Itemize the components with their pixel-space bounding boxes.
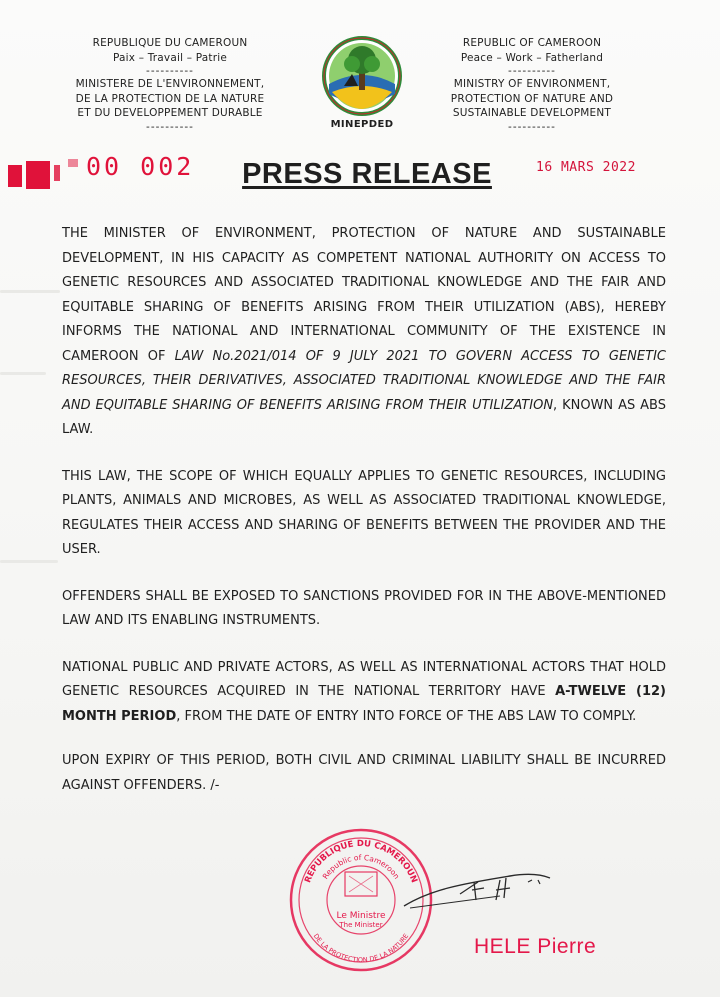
paragraph-1-end: , KNOWN AS ABS LAW. [62, 397, 666, 437]
scan-mark [0, 290, 60, 293]
paragraph-1-intro: THE MINISTER OF ENVIRONMENT, PROTECTION OF NATURE AND SUSTAINABLE DEVELOPMENT, IN HIS CAPACITY AS COMPETENT NATIONAL AUTHORITY ON ACCESS TO GENETIC RESOURCES AND ASSOCIATED TRADITIONAL KNOWLEDGE AND THE FAIR AND EQUITABLE SHARING OF BENEFITS ARISING FROM THEIR UTILIZATION (ABS), HEREBY INFORMS THE NATIONAL AND INTERNATIONAL COMMUNITY OF THE EXISTENCE IN CAMEROON OF [62, 226, 666, 364]
paragraph-1 [62, 222, 666, 443]
header-divider: ---------- [146, 120, 194, 133]
ministry-line-1-en: MINISTRY OF ENVIRONMENT, [453, 78, 611, 90]
logo-caption: MINEPDED [330, 119, 394, 130]
header-divider: ---------- [508, 65, 556, 77]
scan-mark [0, 560, 58, 563]
paragraph-2: THIS LAW, THE SCOPE OF WHICH EQUALLY APPLIES TO GENETIC RESOURCES, INCLUDING PLANTS, ANIMALS AND MICROBES, AS WELL AS ASSOCIATED TRADITIONAL KNOWLEDGE, REGULATES THEIR ACCESS AND SHARING OF BENEFITS BETWEEN THE PROVIDER AND THE USER. [62, 468, 666, 557]
stamp-outer-top-text: REPUBLIQUE DU CAMEROUN [303, 838, 419, 885]
scan-mark [0, 372, 46, 375]
stamp-center-en: The Minister [339, 921, 383, 929]
header-divider: ---------- [508, 120, 556, 133]
paragraph-4 [62, 656, 666, 730]
paragraph-4-end: , FROM THE DATE OF ENTRY INTO FORCE OF THE ABS LAW TO COMPLY. [176, 708, 637, 724]
paragraph-5: UPON EXPIRY OF THIS PERIOD, BOTH CIVIL AND CRIMINAL LIABILITY SHALL BE INCURRED AGAINST OFFENDERS. /- [62, 753, 666, 793]
law-title: LAW No.2021/014 OF 9 JULY 2021 TO GOVERN ACCESS TO GENETIC RESOURCES, THEIR DERIVATIVES, ASSOCIATED TRADITIONAL KNOWLEDGE AND THE FAIR AND EQUITABLE SHARING OF BENEFITS ARISING FROM THEIR UTILIZATION [62, 348, 666, 413]
ministry-line-1-fr: MINISTERE DE L'ENVIRONNEMENT, [75, 78, 265, 90]
compliance-period: A-TWELVE (12) MONTH PERIOD [62, 684, 666, 724]
ministry-line-3-en: SUSTAINABLE DEVELOPMENT [452, 107, 612, 119]
reference-number-stamp: 00 002 [86, 152, 195, 181]
svg-text:DE LA PROTECTION DE LA NATURE [312, 932, 411, 964]
signatory-name: HELE Pierre [474, 935, 597, 958]
paragraph-3: OFFENDERS SHALL BE EXPOSED TO SANCTIONS PROVIDED FOR IN THE ABOVE-MENTIONED LAW AND ITS ENABLING INSTRUMENTS. [62, 588, 666, 628]
page-title: PRESS RELEASE [242, 158, 492, 190]
header-divider: ---------- [146, 65, 194, 77]
ministry-line-2-fr: DE LA PROTECTION DE LA NATURE [75, 92, 265, 105]
republic-name-fr: REPUBLIQUE DU CAMEROUN [92, 37, 248, 49]
date-stamp: 16 MARS 2022 [536, 160, 636, 175]
paragraph-4-intro: NATIONAL PUBLIC AND PRIVATE ACTORS, AS WELL AS INTERNATIONAL ACTORS THAT HOLD GENETIC RESOURCES ACQUIRED IN THE NATIONAL TERRITORY HAVE [62, 659, 666, 699]
motto-en: Peace – Work – Fatherland [460, 51, 604, 64]
header-left-french [60, 36, 280, 133]
header-right-english [432, 36, 632, 133]
motto-fr: Paix – Travail – Patrie [112, 51, 228, 64]
republic-name-en: REPUBLIC OF CAMEROON [462, 37, 602, 49]
stamp-inner-top-text: Republic of Cameroon [320, 852, 402, 881]
ministry-line-3-fr: ET DU DEVELOPPEMENT DURABLE [77, 107, 263, 119]
press-release-body [62, 222, 666, 820]
stamp-center-fr: Le Ministre [336, 911, 386, 921]
ministry-line-2-en: PROTECTION OF NATURE AND [450, 92, 614, 105]
stamp-outer-bottom-text: DE LA PROTECTION DE LA NATURE [311, 932, 411, 965]
minister-signature [400, 860, 560, 920]
